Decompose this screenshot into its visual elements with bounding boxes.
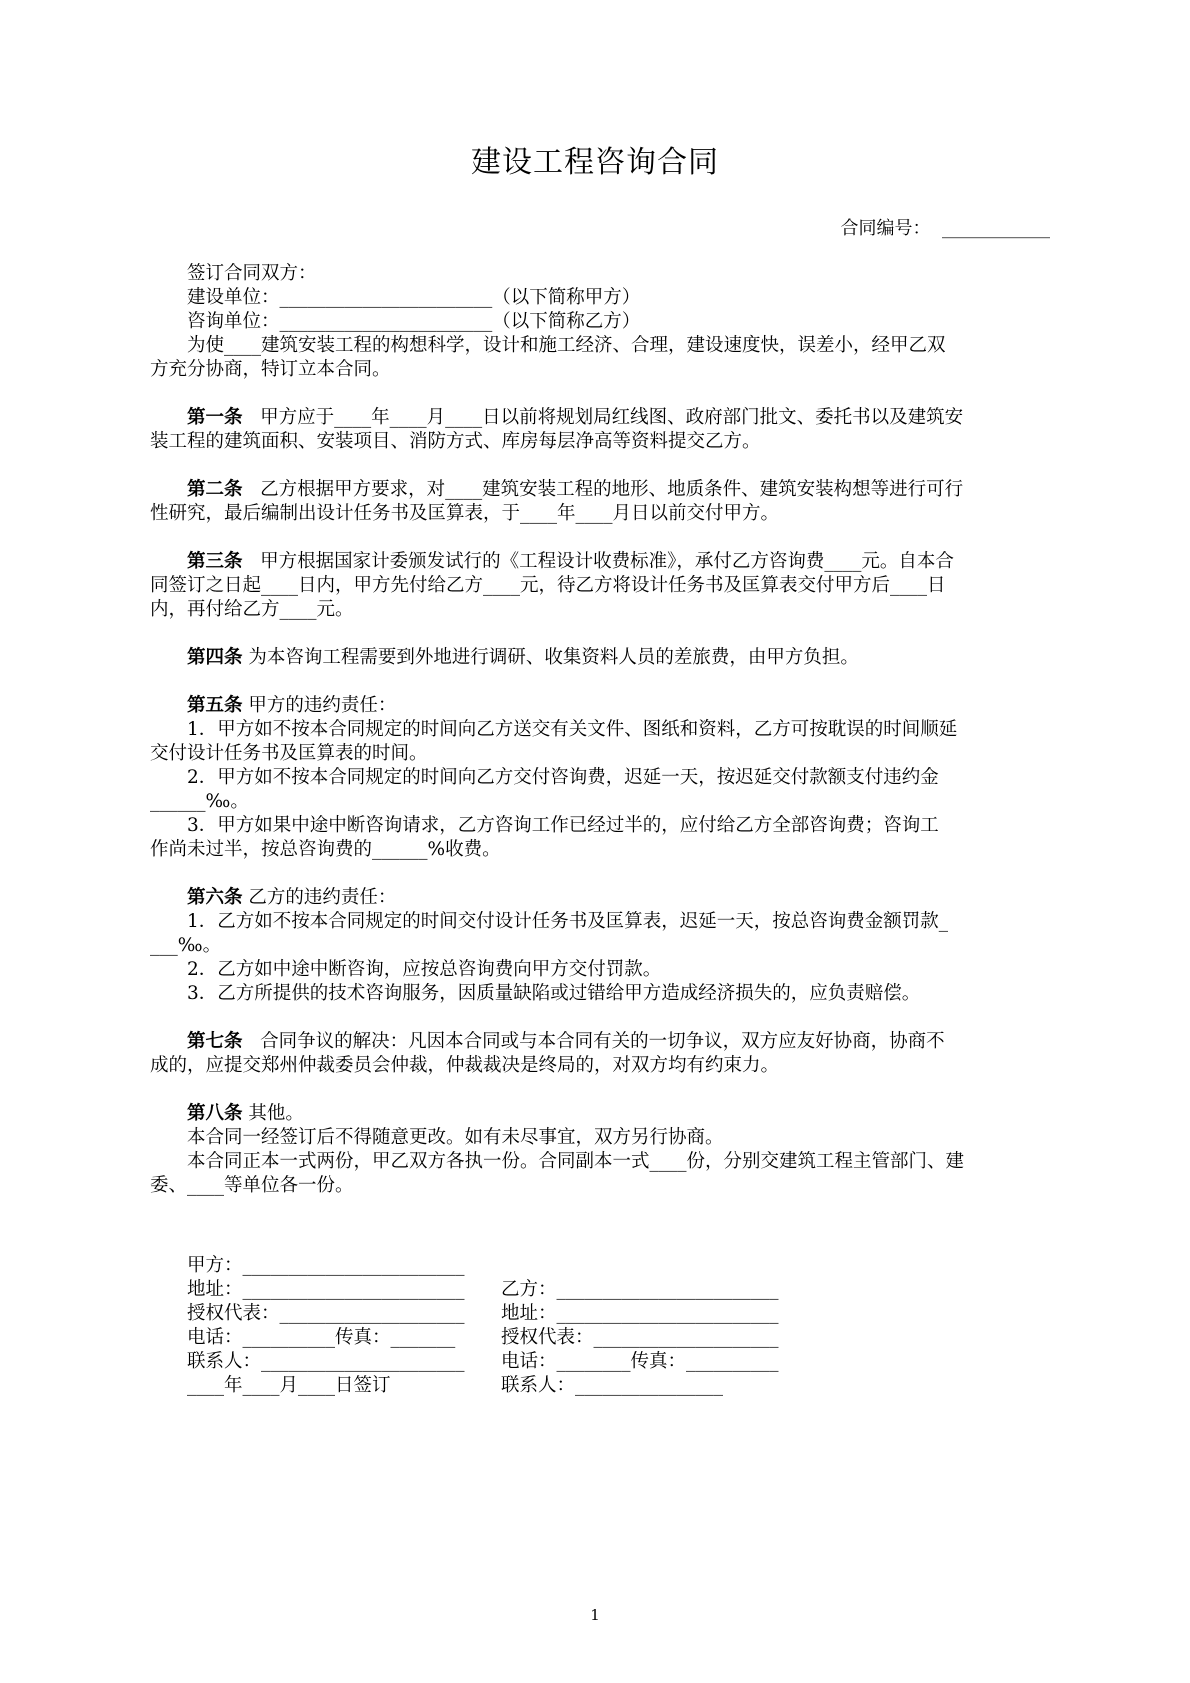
article-5-item-2-line-1: 2．甲方如不按本合同规定的时间向乙方交付咨询费，迟延一天，按迟延交付款额支付违约金 — [187, 767, 939, 788]
article-6-item-2: 2．乙方如中途中断咨询，应按总咨询费向甲方交付罚款。 — [187, 959, 662, 980]
party-b-address: 地址：________________________ — [501, 1303, 779, 1324]
article-4-line-1: 第四条 为本咨询工程需要到外地进行调研、收集资料人员的差旅费，由甲方负担。 — [187, 647, 859, 668]
contract-number: 合同编号： ____________ — [840, 218, 1050, 239]
purpose-line-2: 方充分协商，特订立本合同。 — [150, 359, 391, 380]
article-5-item-1-line-2: 交付设计任务书及匡算表的时间。 — [150, 743, 428, 764]
article-3-line-1: 第三条 甲方根据国家计委颁发试行的《工程设计收费标准》，承付乙方咨询费____元。自本合 — [187, 551, 954, 572]
page-number: 1 — [590, 1606, 600, 1624]
document-title: 建设工程咨询合同 — [471, 145, 719, 180]
article-7-heading: 第七条 — [187, 1031, 243, 1052]
article-2-line-1: 第二条 乙方根据甲方要求，对____建筑安装工程的地形、地质条件、建筑安装构想等进行可行 — [187, 479, 964, 500]
article-5-line-1: 第五条 甲方的违约责任： — [187, 695, 397, 716]
party-a-phone-fax: 电话：__________传真：_______ — [187, 1327, 456, 1348]
article-3-line-3: 内，再付给乙方____元。 — [150, 599, 354, 620]
party-a-address: 地址：________________________ — [187, 1279, 465, 1300]
article-8-heading: 第八条 — [187, 1103, 243, 1124]
article-5-heading: 第五条 — [187, 695, 243, 716]
party-a-representative: 授权代表：____________________ — [187, 1303, 465, 1324]
article-5-item-3-line-2: 作尚未过半，按总咨询费的______%收费。 — [150, 839, 501, 860]
article-8-line-3: 本合同正本一式两份，甲乙双方各执一份。合同副本一式____份，分别交建筑工程主管部门、建 — [187, 1151, 965, 1172]
article-6-item-1-line-1: 1．乙方如不按本合同规定的时间交付设计任务书及匡算表，迟延一天，按总咨询费金额罚款_ — [187, 911, 949, 932]
article-3-heading: 第三条 — [187, 551, 243, 572]
article-6-item-1-line-2: ___‰。 — [150, 935, 222, 956]
article-4-heading: 第四条 — [187, 647, 243, 668]
article-6-heading: 第六条 — [187, 887, 243, 908]
article-2-heading: 第二条 — [187, 479, 243, 500]
parties-heading: 签订合同双方： — [187, 263, 317, 284]
article-8-line-1: 第八条 其他。 — [187, 1103, 304, 1124]
article-2-line-2: 性研究，最后编制出设计任务书及匡算表，于____年____月日以前交付甲方。 — [150, 503, 780, 524]
party-a-sign: 甲方：________________________ — [187, 1255, 465, 1276]
party-b-contact: 联系人：________________ — [501, 1375, 724, 1396]
party-b-sign: 乙方：________________________ — [501, 1279, 779, 1300]
party-b-representative: 授权代表：____________________ — [501, 1327, 779, 1348]
article-1-heading: 第一条 — [187, 407, 243, 428]
party-a-contact: 联系人：______________________ — [187, 1351, 465, 1372]
article-8-line-4: 委、____等单位各一份。 — [150, 1175, 354, 1196]
signing-date: ____年____月____日签订 — [187, 1375, 391, 1396]
document-body — [150, 262, 1050, 1198]
article-6-line-1: 第六条 乙方的违约责任： — [187, 887, 397, 908]
party-b-phone-fax: 电话：________传真：__________ — [501, 1351, 779, 1372]
article-6-item-3: 3．乙方所提供的技术咨询服务，因质量缺陷或过错给甲方造成经济损失的，应负责赔偿。 — [187, 983, 921, 1004]
article-5-item-1-line-1: 1．甲方如不按本合同规定的时间向乙方送交有关文件、图纸和资料，乙方可按耽误的时间顺延 — [187, 719, 958, 740]
signature-block — [187, 1230, 779, 1396]
article-5-item-3-line-1: 3．甲方如果中途中断咨询请求，乙方咨询工作已经过半的，应付给乙方全部咨询费；咨询工 — [187, 815, 939, 836]
article-1-line-2: 装工程的建筑面积、安装项目、消防方式、库房每层净高等资料提交乙方。 — [150, 431, 761, 452]
party-b-line: 咨询单位：_______________________（以下简称乙方） — [187, 311, 641, 332]
article-3-line-2: 同签订之日起____日内，甲方先付给乙方____元，待乙方将设计任务书及匡算表交付甲方后____日 — [150, 575, 946, 596]
article-7-line-2: 成的，应提交郑州仲裁委员会仲裁，仲裁裁决是终局的，对双方均有约束力。 — [150, 1055, 780, 1076]
article-1-line-1: 第一条 甲方应于____年____月____日以前将规划局红线图、政府部门批文、委托书以及建筑安 — [187, 407, 964, 428]
purpose-line-1: 为使____建筑安装工程的构想科学，设计和施工经济、合理，建设速度快，误差小，经甲乙双 — [187, 335, 946, 356]
article-7-line-1: 第七条 合同争议的解决：凡因本合同或与本合同有关的一切争议，双方应友好协商，协商不 — [187, 1031, 945, 1052]
article-8-line-2: 本合同一经签订后不得随意更改。如有未尽事宜，双方另行协商。 — [187, 1127, 724, 1148]
party-a-line: 建设单位：_______________________（以下简称甲方） — [187, 287, 641, 308]
article-5-item-2-line-2: ______‰。 — [150, 791, 249, 812]
